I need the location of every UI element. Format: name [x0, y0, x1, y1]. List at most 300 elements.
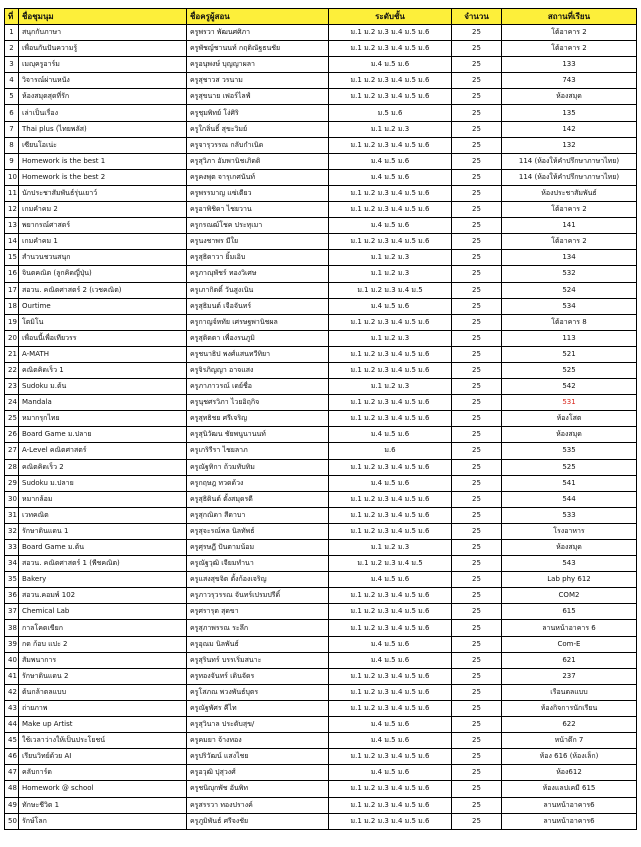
- cell-teacher: ครูคมยา จ้างทอง: [187, 733, 329, 749]
- cell-count: 25: [452, 572, 502, 588]
- table-row: [5, 491, 637, 507]
- cell-count: 25: [452, 781, 502, 797]
- cell-count: 25: [452, 234, 502, 250]
- table-row: [5, 185, 637, 201]
- table-row: [5, 282, 637, 298]
- cell-teacher: ครูสุภาพรรณ ระลึก: [187, 620, 329, 636]
- table-row: [5, 507, 637, 523]
- header-club-name: ชื่อชุมนุม: [19, 9, 187, 25]
- cell-teacher: ครูกรณฒ์โชค ประทุเมา: [187, 218, 329, 234]
- cell-location: 133: [502, 57, 637, 73]
- cell-club-name: เพื่อนกันปันความรู้: [19, 41, 187, 57]
- cell-count: 25: [452, 813, 502, 829]
- cell-count: 25: [452, 121, 502, 137]
- table-row: [5, 813, 637, 829]
- cell-location: 237: [502, 668, 637, 684]
- header-row: [5, 9, 637, 25]
- club-table: [4, 8, 637, 830]
- cell-club-name: พยากรณ์ศาสตร์: [19, 218, 187, 234]
- cell-teacher: ครูนุชศรวิภา ไวยอิฤกิจ: [187, 395, 329, 411]
- cell-no: 4: [5, 73, 19, 89]
- cell-no: 39: [5, 636, 19, 652]
- cell-teacher: ครูกฤษฎ ทวดด้วง: [187, 475, 329, 491]
- cell-level: ม.5 ม.6: [329, 105, 452, 121]
- cell-location: โต้อาคาร 2: [502, 234, 637, 250]
- cell-club-name: Make up Artist: [19, 717, 187, 733]
- cell-location: เรือนตลแบบ: [502, 684, 637, 700]
- cell-no: 46: [5, 749, 19, 765]
- cell-count: 25: [452, 153, 502, 169]
- cell-count: 25: [452, 395, 502, 411]
- table-row: [5, 475, 637, 491]
- cell-count: 25: [452, 411, 502, 427]
- cell-location: 534: [502, 298, 637, 314]
- cell-no: 28: [5, 459, 19, 475]
- cell-count: 25: [452, 540, 502, 556]
- cell-level: ม.1 ม.2 ม.3 ม.4 ม.5 ม.6: [329, 684, 452, 700]
- cell-location: โต้อาคาร 8: [502, 314, 637, 330]
- cell-teacher: ครูสุขนาย เฟอร์ไลฟ์: [187, 89, 329, 105]
- cell-club-name: เล่าเป็นเรื่อง: [19, 105, 187, 121]
- cell-no: 48: [5, 781, 19, 797]
- cell-location: Com-E: [502, 636, 637, 652]
- cell-club-name: รักษาดินแดน 1: [19, 523, 187, 539]
- cell-no: 33: [5, 540, 19, 556]
- cell-count: 25: [452, 443, 502, 459]
- cell-count: 25: [452, 620, 502, 636]
- header-teacher: ชื่อครูผู้สอน: [187, 9, 329, 25]
- header-level: ระดับชั้น: [329, 9, 452, 25]
- cell-no: 24: [5, 395, 19, 411]
- cell-club-name: ถ่ายภาพ: [19, 700, 187, 716]
- cell-level: ม.4 ม.5 ม.6: [329, 427, 452, 443]
- cell-no: 17: [5, 282, 19, 298]
- cell-level: ม.1 ม.2 ม.3 ม.4 ม.5: [329, 556, 452, 572]
- cell-location: ห้องประชาสัมพันธ์: [502, 185, 637, 201]
- table-row: [5, 234, 637, 250]
- cell-location: COM2: [502, 588, 637, 604]
- table-row: [5, 749, 637, 765]
- cell-no: 7: [5, 121, 19, 137]
- cell-club-name: ห้องสมุดสุดที่รัก: [19, 89, 187, 105]
- cell-club-name: เมญุครูอาร์ม: [19, 57, 187, 73]
- cell-club-name: วิจารณ์ผ่านหนัง: [19, 73, 187, 89]
- cell-count: 25: [452, 507, 502, 523]
- cell-location: 114 (ห้องให้คำปรึกษาภาษาไทย): [502, 153, 637, 169]
- cell-level: ม.6: [329, 443, 452, 459]
- cell-location: ห้องสมุด: [502, 540, 637, 556]
- table-row: [5, 105, 637, 121]
- table-row: [5, 362, 637, 378]
- table-row: [5, 250, 637, 266]
- cell-count: 25: [452, 797, 502, 813]
- cell-teacher: ครูคงพุต จารุเกศนันท์: [187, 169, 329, 185]
- table-row: [5, 781, 637, 797]
- cell-location: 114 (ห้องให้คำปรึกษาภาษาไทย): [502, 169, 637, 185]
- cell-teacher: ครูสุวินาล ประดับสุข/: [187, 717, 329, 733]
- cell-level: ม.4 ม.5 ม.6: [329, 652, 452, 668]
- table-row: [5, 395, 637, 411]
- cell-teacher: ครูเภากิตติ์ วันสูงเนิน: [187, 282, 329, 298]
- cell-level: ม.1 ม.2 ม.3 ม.4 ม.5 ม.6: [329, 700, 452, 716]
- cell-no: 8: [5, 137, 19, 153]
- cell-level: ม.1 ม.2 ม.3 ม.4 ม.5 ม.6: [329, 507, 452, 523]
- cell-no: 34: [5, 556, 19, 572]
- cell-location: 743: [502, 73, 637, 89]
- cell-no: 19: [5, 314, 19, 330]
- cell-club-name: กาลโคตเขียก: [19, 620, 187, 636]
- cell-club-name: สอวน. คณิตศาสตร์ 1 (พีชคณิต): [19, 556, 187, 572]
- cell-club-name: Thai plus (ไทยพลัส): [19, 121, 187, 137]
- cell-no: 44: [5, 717, 19, 733]
- cell-club-name: จินตคณิต (ลูกคิดญี่ปุ่น): [19, 266, 187, 282]
- cell-no: 2: [5, 41, 19, 57]
- cell-level: ม.1 ม.2 ม.3 ม.4 ม.5 ม.6: [329, 89, 452, 105]
- table-row: [5, 57, 637, 73]
- cell-teacher: ครูอาพิชิดา ไชยวาน: [187, 202, 329, 218]
- cell-club-name: โตมิโน: [19, 314, 187, 330]
- cell-club-name: Homework is the best 1: [19, 153, 187, 169]
- cell-no: 45: [5, 733, 19, 749]
- cell-location: 533: [502, 507, 637, 523]
- cell-level: ม.1 ม.2 ม.3 ม.4 ม.5 ม.6: [329, 668, 452, 684]
- cell-location: ห้องแลปเคมี 615: [502, 781, 637, 797]
- cell-count: 25: [452, 475, 502, 491]
- cell-club-name: A-MATH: [19, 346, 187, 362]
- cell-count: 25: [452, 169, 502, 185]
- cell-club-name: คณิตคิดเร็ว 2: [19, 459, 187, 475]
- cell-location: 521: [502, 346, 637, 362]
- cell-level: ม.4 ม.5 ม.6: [329, 733, 452, 749]
- cell-club-name: สัมพนาการ: [19, 652, 187, 668]
- table-row: [5, 121, 637, 137]
- table-row: [5, 89, 637, 105]
- cell-teacher: ครูทองจันทร์ เดินจัดร: [187, 668, 329, 684]
- cell-teacher: ครูโสภณ พวงพันธ์บุตร: [187, 684, 329, 700]
- cell-no: 35: [5, 572, 19, 588]
- table-row: [5, 202, 637, 218]
- cell-location: 134: [502, 250, 637, 266]
- cell-no: 26: [5, 427, 19, 443]
- cell-count: 25: [452, 89, 502, 105]
- table-row: [5, 73, 637, 89]
- cell-level: ม.1 ม.2 ม.3 ม.4 ม.5 ม.6: [329, 202, 452, 218]
- cell-location: 113: [502, 330, 637, 346]
- cell-count: 25: [452, 330, 502, 346]
- cell-count: 25: [452, 379, 502, 395]
- cell-count: 25: [452, 733, 502, 749]
- cell-teacher: ครูสุติดตา เพื่องรนภูมิ: [187, 330, 329, 346]
- cell-level: ม.1 ม.2 ม.3 ม.4 ม.5 ม.6: [329, 749, 452, 765]
- cell-club-name: เซียนโอเน่ะ: [19, 137, 187, 153]
- table-row: [5, 556, 637, 572]
- cell-location: ห้องโสต: [502, 411, 637, 427]
- cell-teacher: ครูจารุวรรณ กลับกำเนิด: [187, 137, 329, 153]
- cell-teacher: ครูแสงสุขจิต ตั้งก้องเจริญ: [187, 572, 329, 588]
- cell-count: 25: [452, 588, 502, 604]
- table-row: [5, 540, 637, 556]
- cell-club-name: เกมคำคม 1: [19, 234, 187, 250]
- cell-no: 49: [5, 797, 19, 813]
- cell-no: 38: [5, 620, 19, 636]
- cell-no: 6: [5, 105, 19, 121]
- cell-location: โต้อาคาร 2: [502, 25, 637, 41]
- cell-location: 615: [502, 604, 637, 620]
- cell-level: ม.1 ม.2 ม.3 ม.4 ม.5 ม.6: [329, 314, 452, 330]
- cell-location: ห้อง612: [502, 765, 637, 781]
- table-row: [5, 620, 637, 636]
- table-row: [5, 652, 637, 668]
- cell-level: ม.1 ม.2 ม.3 ม.4 ม.5 ม.6: [329, 234, 452, 250]
- cell-level: ม.4 ม.5 ม.6: [329, 57, 452, 73]
- cell-level: ม.1 ม.2 ม.3 ม.4 ม.5 ม.6: [329, 491, 452, 507]
- table-row: [5, 668, 637, 684]
- cell-club-name: นักประชาสัมพันธ์รุ่นเยาว์: [19, 185, 187, 201]
- cell-no: 5: [5, 89, 19, 105]
- table-row: [5, 314, 637, 330]
- cell-teacher: ครูอวุฒิ ปุสุวงศ์: [187, 765, 329, 781]
- cell-location: 541: [502, 475, 637, 491]
- cell-level: ม.1 ม.2 ม.3 ม.4 ม.5 ม.6: [329, 362, 452, 378]
- table-row: [5, 427, 637, 443]
- cell-no: 22: [5, 362, 19, 378]
- table-row: [5, 700, 637, 716]
- table-row: [5, 169, 637, 185]
- cell-teacher: ครูปริวัฒน์ แสงไชย: [187, 749, 329, 765]
- cell-location: 544: [502, 491, 637, 507]
- cell-level: ม.1 ม.2 ม.3 ม.4 ม.5 ม.6: [329, 781, 452, 797]
- cell-teacher: ครูเกริรีรา ไชยลาภ: [187, 443, 329, 459]
- cell-level: ม.1 ม.2 ม.3 ม.4 ม.5 ม.6: [329, 185, 452, 201]
- cell-location: ลานหน้าอาคาร6: [502, 797, 637, 813]
- cell-club-name: สนุกกับภาษา: [19, 25, 187, 41]
- cell-no: 47: [5, 765, 19, 781]
- table-row: [5, 604, 637, 620]
- header-count: จำนวน: [452, 9, 502, 25]
- cell-level: ม.1 ม.2 ม.3 ม.4 ม.5 ม.6: [329, 813, 452, 829]
- cell-count: 25: [452, 684, 502, 700]
- cell-teacher: ครูสุวิภา อัมพานิชเภิดดิ: [187, 153, 329, 169]
- cell-no: 3: [5, 57, 19, 73]
- cell-no: 15: [5, 250, 19, 266]
- cell-teacher: ครูอนุพงษ์ บุญญาผลา: [187, 57, 329, 73]
- cell-location: 524: [502, 282, 637, 298]
- cell-no: 36: [5, 588, 19, 604]
- cell-level: ม.4 ม.5 ม.6: [329, 218, 452, 234]
- table-row: [5, 153, 637, 169]
- cell-count: 25: [452, 362, 502, 378]
- cell-location: ห้องสมุด: [502, 427, 637, 443]
- header-location: สถานที่เรียน: [502, 9, 637, 25]
- cell-level: ม.1 ม.2 ม.3 ม.4 ม.5 ม.6: [329, 797, 452, 813]
- table-row: [5, 379, 637, 395]
- cell-level: ม.4 ม.5 ม.6: [329, 475, 452, 491]
- cell-location: 142: [502, 121, 637, 137]
- cell-teacher: ครูสุรินทร์ บรรเริ่มสนาะ: [187, 652, 329, 668]
- table-row: [5, 137, 637, 153]
- cell-no: 40: [5, 652, 19, 668]
- cell-teacher: ครูอุณม นิลพันธ์: [187, 636, 329, 652]
- cell-count: 25: [452, 717, 502, 733]
- cell-club-name: กด ก้อบ แปะ 2: [19, 636, 187, 652]
- cell-level: ม.1 ม.2 ม.3: [329, 330, 452, 346]
- cell-level: ม.4 ม.5 ม.6: [329, 717, 452, 733]
- cell-no: 29: [5, 475, 19, 491]
- table-row: [5, 218, 637, 234]
- cell-level: ม.4 ม.5 ม.6: [329, 765, 452, 781]
- cell-club-name: สำนวนชวนสนุก: [19, 250, 187, 266]
- cell-no: 20: [5, 330, 19, 346]
- cell-no: 13: [5, 218, 19, 234]
- cell-teacher: ครูสุชาวส วรนาม: [187, 73, 329, 89]
- cell-teacher: ครูสุจะรณ์พล นิลทัพธ์: [187, 523, 329, 539]
- cell-no: 12: [5, 202, 19, 218]
- cell-club-name: ทักษะชีวิต 1: [19, 797, 187, 813]
- table-row: [5, 298, 637, 314]
- table-row: [5, 684, 637, 700]
- table-row: [5, 733, 637, 749]
- cell-level: ม.1 ม.2 ม.3 ม.4 ม.5 ม.6: [329, 411, 452, 427]
- cell-count: 25: [452, 636, 502, 652]
- cell-level: ม.1 ม.2 ม.3: [329, 266, 452, 282]
- cell-teacher: ครูณัฐทิกา ถ้วมทับทิม: [187, 459, 329, 475]
- table-row: [5, 588, 637, 604]
- cell-level: ม.1 ม.2 ม.3: [329, 121, 452, 137]
- cell-level: ม.1 ม.2 ม.3 ม.4 ม.5 ม.6: [329, 604, 452, 620]
- cell-club-name: เกมคำคม 2: [19, 202, 187, 218]
- cell-count: 25: [452, 491, 502, 507]
- cell-teacher: ครูใกลิ่นธิ์ สุขะวิมย์: [187, 121, 329, 137]
- cell-no: 9: [5, 153, 19, 169]
- cell-count: 25: [452, 314, 502, 330]
- cell-teacher: ครูนงชาพร มีใย: [187, 234, 329, 250]
- cell-teacher: ครูสุกณิดา สีดาบา: [187, 507, 329, 523]
- cell-level: ม.1 ม.2 ม.3 ม.4 ม.5 ม.6: [329, 588, 452, 604]
- cell-teacher: ครูกาญจ์หทัย เศรษฐพานิชผล: [187, 314, 329, 330]
- cell-club-name: Mandala: [19, 395, 187, 411]
- cell-location: 621: [502, 652, 637, 668]
- cell-level: ม.1 ม.2 ม.3: [329, 250, 452, 266]
- cell-no: 32: [5, 523, 19, 539]
- cell-level: ม.1 ม.2 ม.3 ม.4 ม.5 ม.6: [329, 523, 452, 539]
- cell-level: ม.1 ม.2 ม.3 ม.4 ม.5 ม.6: [329, 137, 452, 153]
- cell-club-name: รักษาดินแดน 2: [19, 668, 187, 684]
- cell-location: ห้องกิจการนักเรียน: [502, 700, 637, 716]
- cell-club-name: คลับการ์ด: [19, 765, 187, 781]
- table-row: [5, 797, 637, 813]
- cell-teacher: ครูสุธิดาวา ยิ้มเอิบ: [187, 250, 329, 266]
- cell-teacher: ครูชนาธิป พงศ์แสนทวีทิยา: [187, 346, 329, 362]
- cell-no: 43: [5, 700, 19, 716]
- cell-location: โต้อาคาร 2: [502, 202, 637, 218]
- cell-no: 21: [5, 346, 19, 362]
- cell-teacher: ครูสุทธิชย ศรีเจริญ: [187, 411, 329, 427]
- cell-count: 25: [452, 556, 502, 572]
- cell-no: 27: [5, 443, 19, 459]
- cell-count: 25: [452, 346, 502, 362]
- cell-location: 532: [502, 266, 637, 282]
- cell-club-name: สอวน. คณิตศาสตร์ 2 (เวชคณิต): [19, 282, 187, 298]
- cell-level: ม.4 ม.5 ม.6: [329, 572, 452, 588]
- header-no: ที่: [5, 9, 19, 25]
- cell-location: 525: [502, 459, 637, 475]
- cell-club-name: Homework @ school: [19, 781, 187, 797]
- cell-teacher: ครูณัฐพัศร คีไท: [187, 700, 329, 716]
- cell-location: หน้าตึก 7: [502, 733, 637, 749]
- cell-teacher: ครูสุนิวัฒน ชัยพนูนานนท์: [187, 427, 329, 443]
- cell-club-name: Ourtime: [19, 298, 187, 314]
- cell-count: 25: [452, 282, 502, 298]
- cell-level: ม.4 ม.5 ม.6: [329, 169, 452, 185]
- cell-level: ม.4 ม.5 ม.6: [329, 636, 452, 652]
- cell-club-name: รักษ์โลก: [19, 813, 187, 829]
- cell-no: 10: [5, 169, 19, 185]
- cell-no: 41: [5, 668, 19, 684]
- cell-location: 535: [502, 443, 637, 459]
- cell-no: 23: [5, 379, 19, 395]
- cell-no: 31: [5, 507, 19, 523]
- cell-level: ม.1 ม.2 ม.3 ม.4 ม.5 ม.6: [329, 620, 452, 636]
- cell-count: 25: [452, 250, 502, 266]
- cell-count: 25: [452, 700, 502, 716]
- cell-location: ห้องสมุด: [502, 89, 637, 105]
- cell-count: 25: [452, 185, 502, 201]
- cell-location: ลานหน้าอาคาร6: [502, 813, 637, 829]
- cell-count: 25: [452, 218, 502, 234]
- cell-no: 16: [5, 266, 19, 282]
- cell-teacher: ครูภูมิพันธ์ ศรีจงชัย: [187, 813, 329, 829]
- cell-club-name: Bakery: [19, 572, 187, 588]
- table-row: [5, 25, 637, 41]
- cell-level: ม.4 ม.5 ม.6: [329, 298, 452, 314]
- cell-level: ม.1 ม.2 ม.3 ม.4 ม.5 ม.6: [329, 459, 452, 475]
- cell-count: 25: [452, 604, 502, 620]
- table-row: [5, 572, 637, 588]
- cell-location: 141: [502, 218, 637, 234]
- cell-level: ม.4 ม.5 ม.6: [329, 153, 452, 169]
- table-row: [5, 717, 637, 733]
- cell-count: 25: [452, 652, 502, 668]
- cell-no: 25: [5, 411, 19, 427]
- cell-club-name: คณิตคิดเร็ว 1: [19, 362, 187, 378]
- cell-club-name: Homework is the best 2: [19, 169, 187, 185]
- cell-location: 531: [502, 395, 637, 411]
- table-row: [5, 346, 637, 362]
- cell-count: 25: [452, 266, 502, 282]
- cell-teacher: ครูศรารุต สุดขา: [187, 604, 329, 620]
- cell-location: 622: [502, 717, 637, 733]
- cell-location: 135: [502, 105, 637, 121]
- cell-count: 25: [452, 41, 502, 57]
- cell-club-name: Chemical Lab: [19, 604, 187, 620]
- cell-teacher: ครูภาณุพัชร์ ทองวิเศษ: [187, 266, 329, 282]
- table-row: [5, 411, 637, 427]
- cell-club-name: เรียนวิทย์ด้วย AI: [19, 749, 187, 765]
- cell-club-name: Sudoku ม.ปลาย: [19, 475, 187, 491]
- cell-location: 132: [502, 137, 637, 153]
- table-row: [5, 330, 637, 346]
- cell-location: 543: [502, 556, 637, 572]
- cell-level: ม.1 ม.2 ม.3 ม.4 ม.5 ม.6: [329, 346, 452, 362]
- cell-no: 50: [5, 813, 19, 829]
- cell-count: 25: [452, 73, 502, 89]
- cell-club-name: A-Level คณิตศาสตร์: [19, 443, 187, 459]
- table-row: [5, 443, 637, 459]
- cell-teacher: ครูจิรภิญญา อาจแสง: [187, 362, 329, 378]
- cell-no: 18: [5, 298, 19, 314]
- cell-club-name: หมากล้อม: [19, 491, 187, 507]
- cell-teacher: ครูภาภาวรณ์ เดย์ชื่อ: [187, 379, 329, 395]
